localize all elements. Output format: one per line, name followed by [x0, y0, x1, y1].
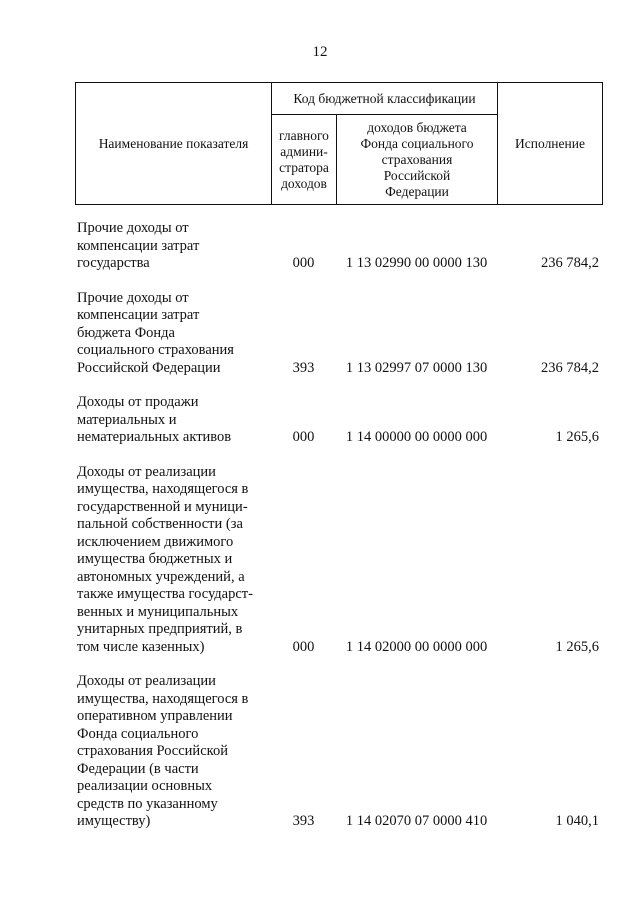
header-admin-line: админи-	[280, 143, 328, 159]
header-revenue-line: страхования	[381, 151, 453, 167]
indicator-name-line: Прочие доходы от	[77, 289, 189, 306]
indicator-name	[75, 218, 271, 288]
indicator-name-line: компенсации затрат	[77, 237, 200, 254]
indicator-name-line: автономных учреждений, а	[77, 568, 245, 585]
table-row	[75, 462, 602, 672]
table-row	[75, 392, 602, 462]
indicator-name-line: Прочие доходы от	[77, 220, 189, 236]
indicator-name-line: имущества бюджетных и	[77, 551, 233, 567]
admin-code: 000	[292, 255, 315, 271]
table-header	[75, 82, 603, 205]
classification-code: 1 14 00000 00 0000 000	[345, 429, 488, 445]
classification-code: 1 13 02997 07 0000 130	[345, 359, 488, 376]
indicator-name-line: Доходы от реализации	[77, 463, 216, 480]
header-admin-line: доходов	[281, 175, 327, 191]
indicator-name-line: социального страхования	[77, 342, 234, 358]
indicator-name-line: унитарных предприятий, в	[77, 621, 243, 637]
admin-code: 000	[292, 638, 315, 655]
indicator-name-line: компенсации затрат	[77, 307, 200, 323]
table-row	[75, 288, 602, 393]
indicator-name-line: средств по указанному	[77, 795, 218, 812]
indicator-name-line: бюджета Фонда	[77, 324, 175, 341]
execution-amount: 236 784,2	[541, 359, 599, 376]
indicator-name	[75, 288, 271, 393]
indicator-name-line: исключением движимого	[77, 533, 234, 550]
header-revenue-line: Федерации	[385, 183, 449, 199]
indicator-name-line: имущества, находящегося в	[77, 481, 249, 497]
indicator-name-line: реализации основных	[77, 778, 213, 794]
indicator-name-line: Федерации (в части	[77, 760, 199, 777]
admin-code: 000	[292, 429, 315, 445]
indicator-name-line: страхования Российской	[77, 743, 228, 759]
execution-amount: 236 784,2	[541, 255, 599, 271]
indicator-name-line: венных и муниципальных	[77, 603, 239, 620]
header-admin-line: стратора	[279, 159, 329, 175]
header-revenue-column	[337, 115, 498, 205]
admin-code: 393	[292, 359, 315, 376]
indicator-name-line: имуществу)	[77, 813, 151, 829]
table-row	[75, 218, 602, 288]
indicator-name-line: оперативном управлении	[77, 708, 233, 724]
admin-code: 393	[292, 813, 315, 829]
data-table	[75, 218, 602, 846]
indicator-name-line: том числе казенных)	[77, 638, 205, 655]
indicator-name-line: Российской Федерации	[77, 359, 221, 376]
indicator-name-line: государства	[77, 255, 150, 271]
indicator-name-line: нематериальных активов	[77, 429, 232, 445]
execution-amount: 1 265,6	[555, 638, 599, 655]
indicator-name-line: Фонда социального	[77, 725, 199, 742]
header-classification-group: Код бюджетной классификации	[272, 83, 498, 115]
table-body	[75, 218, 602, 846]
classification-code: 1 14 02000 00 0000 000	[345, 638, 488, 655]
header-revenue-line: Российской	[383, 167, 451, 183]
header-execution-column: Исполнение	[498, 83, 603, 205]
indicator-name-line: Доходы от реализации	[77, 673, 216, 689]
header-revenue-line: Фонда социального	[360, 135, 474, 151]
header-admin-line: главного	[279, 127, 329, 143]
page-number: 12	[312, 44, 328, 60]
indicator-name-line: также имущества государст-	[77, 586, 253, 602]
indicator-name-line: материальных и	[77, 411, 177, 428]
indicator-name	[75, 392, 271, 462]
indicator-name-line: имущества, находящегося в	[77, 690, 249, 707]
header-revenue-line: доходов бюджета	[367, 119, 467, 135]
classification-code: 1 13 02990 00 0000 130	[345, 255, 488, 271]
execution-amount: 1 265,6	[555, 429, 599, 445]
table-row	[75, 671, 602, 846]
classification-code: 1 14 02070 07 0000 410	[345, 813, 488, 829]
indicator-name-line: Доходы от продажи	[77, 394, 199, 410]
indicator-name	[75, 462, 271, 672]
indicator-name-line: пальной собственности (за	[77, 516, 243, 532]
header-admin-column	[272, 115, 337, 205]
indicator-name	[75, 671, 271, 846]
indicator-name-line: государственной и муници-	[77, 498, 248, 515]
header-name-column: Наименование показателя	[76, 83, 272, 205]
execution-amount: 1 040,1	[555, 813, 599, 829]
